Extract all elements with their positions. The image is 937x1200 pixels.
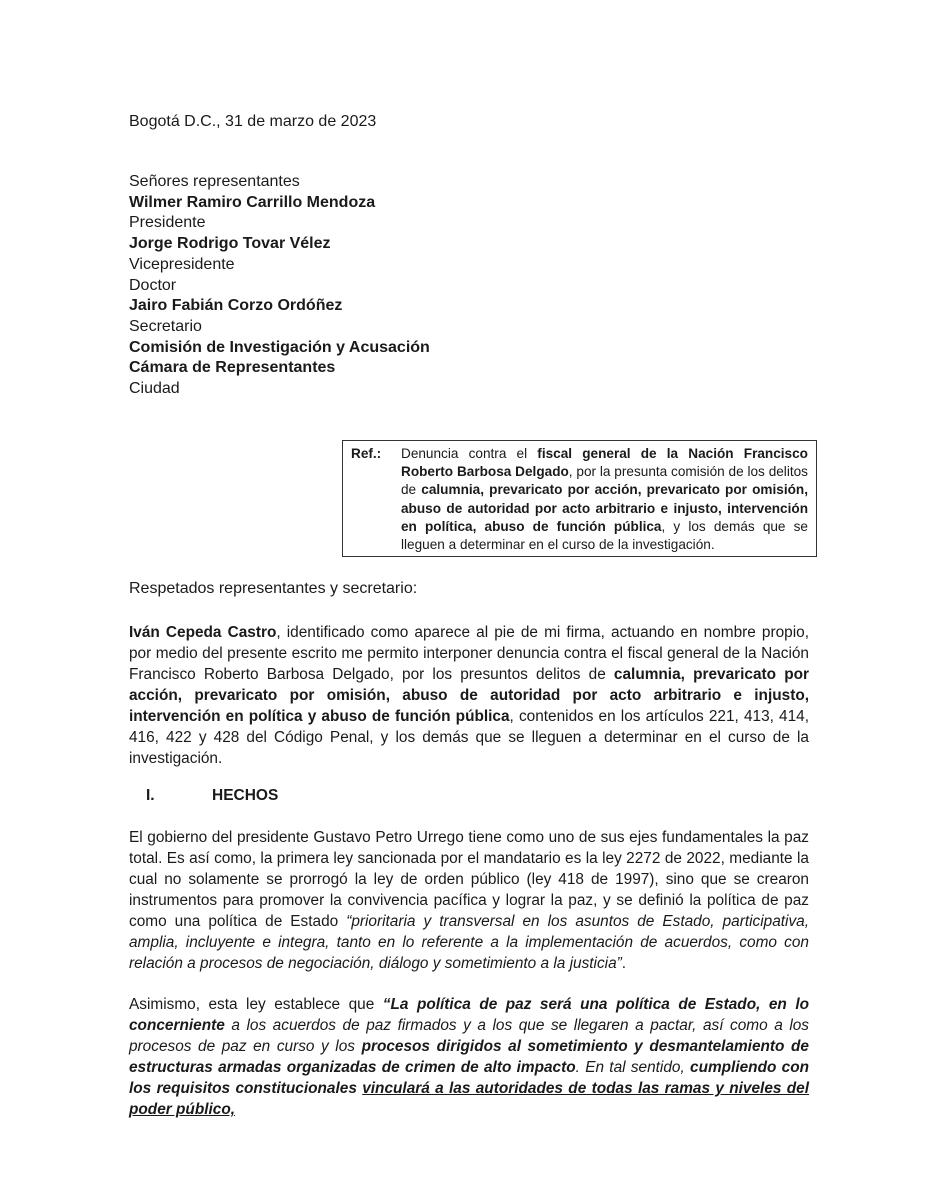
- addressee-chamber: Cámara de Representantes: [129, 359, 336, 377]
- letter-salutation: Respetados representantes y secretario:: [129, 580, 418, 597]
- addressee-role-secretary: Secretario: [129, 317, 202, 335]
- p1-bold-1: Iván Cepeda Castro: [129, 624, 277, 641]
- p3-italic-2: . En tal sentido,: [575, 1059, 691, 1076]
- p2-text-1: El gobierno del presidente Gustavo Petro Urrego tiene como uno de sus ejes fundamentales la paz total. Es así como, la primera ley sancionada por el mandatario es la ley 2272 de 2022, mediante la cual no solamente se prorrogó la ley de orden público (ley 418 de 1997), sino que se crearon instrumentos para promover la convivencia pacífica y lograr la paz, y se definió la política de paz como una política de Estado: [129, 829, 809, 930]
- section-title: HECHOS: [212, 787, 279, 804]
- document-date: Bogotá D.C., 31 de marzo de 2023: [129, 113, 377, 130]
- addressee-role-vicepresident: Vicepresidente: [129, 255, 235, 273]
- ref-bold-1: fiscal general de la Nación Francisco Roberto Barbosa Delgado: [401, 446, 808, 480]
- p1-bold-2: calumnia, prevaricato por acción, prevaricato por omisión, abuso de autoridad por acto arbitrario e injusto, intervención en política y abuso de función pública: [129, 666, 809, 725]
- p3-bold-italic-underline-1: vinculará a las autoridades de todas las ramas y niveles del poder público,: [129, 1080, 809, 1118]
- p3-italic-1: a los acuerdos de paz firmados y a los que se llegaren a pactar, así como a los procesos de paz en curso y los: [129, 1017, 809, 1055]
- paragraph-facts-1: [129, 827, 809, 974]
- reference-box: [342, 440, 817, 557]
- addressee-title-doctor: Doctor: [129, 276, 177, 294]
- addressee-name-secretary: Jairo Fabián Corzo Ordóñez: [129, 297, 343, 315]
- addressee-city: Ciudad: [129, 380, 180, 398]
- ref-bold-2: calumnia, prevaricato por acción, prevaricato por omisión, abuso de autoridad por acto arbitrario e injusto, intervención en política, abuso de función pública: [401, 482, 808, 534]
- reference-label: Ref.:: [351, 446, 382, 461]
- p3-text-1: Asimismo, esta ley establece que: [129, 996, 383, 1013]
- section-number: I.: [146, 787, 155, 804]
- addressee-role-president: Presidente: [129, 214, 206, 232]
- p1-text-1: , identificado como aparece al pie de mi firma, actuando en nombre propio, por medio del presente escrito me permito interponer denuncia contra el fiscal general de la Nación Francisco Roberto Barbosa Delgado, por los presuntos delitos de: [129, 624, 809, 683]
- addressee-name-vicepresident: Jorge Rodrigo Tovar Vélez: [129, 235, 331, 253]
- addressee-salutation-line: Señores representantes: [129, 173, 300, 190]
- p1-text-2: , contenidos en los artículos 221, 413, 414, 416, 422 y 428 del Código Penal, y los demás que se lleguen a determinar en el curso de la investigación.: [129, 708, 809, 767]
- paragraph-facts-2: [129, 994, 809, 1120]
- reference-text: [401, 445, 808, 556]
- ref-text-3: , y los demás que se lleguen a determinar en el curso de la investigación.: [401, 518, 808, 553]
- p2-text-2: .: [621, 955, 627, 972]
- addressee-name-president: Wilmer Ramiro Carrillo Mendoza: [129, 193, 376, 211]
- addressee-block: [129, 172, 430, 400]
- p3-bold-italic-2: procesos dirigidos al sometimiento y desmantelamiento de estructuras armadas organizadas de crimen de alto impacto: [129, 1038, 809, 1076]
- paragraph-introduction: [129, 622, 809, 769]
- ref-text-1: Denuncia contra el: [401, 446, 538, 461]
- ref-text-2: , por la presunta comisión de los delitos de: [401, 464, 808, 498]
- p3-bold-italic-1: “La política de paz será una política de Estado, en lo concerniente: [129, 996, 810, 1034]
- p3-bold-italic-3: cumpliendo con los requisitos constitucionales: [129, 1059, 810, 1097]
- addressee-commission: Comisión de Investigación y Acusación: [129, 338, 430, 356]
- p2-italic-1: “prioritaria y transversal en los asuntos de Estado, participativa, amplia, incluyente e integra, tanto en lo referente a la implementación de acuerdos, como con relación a procesos de negociación, diálogo y sometimiento a la justicia”: [129, 913, 809, 972]
